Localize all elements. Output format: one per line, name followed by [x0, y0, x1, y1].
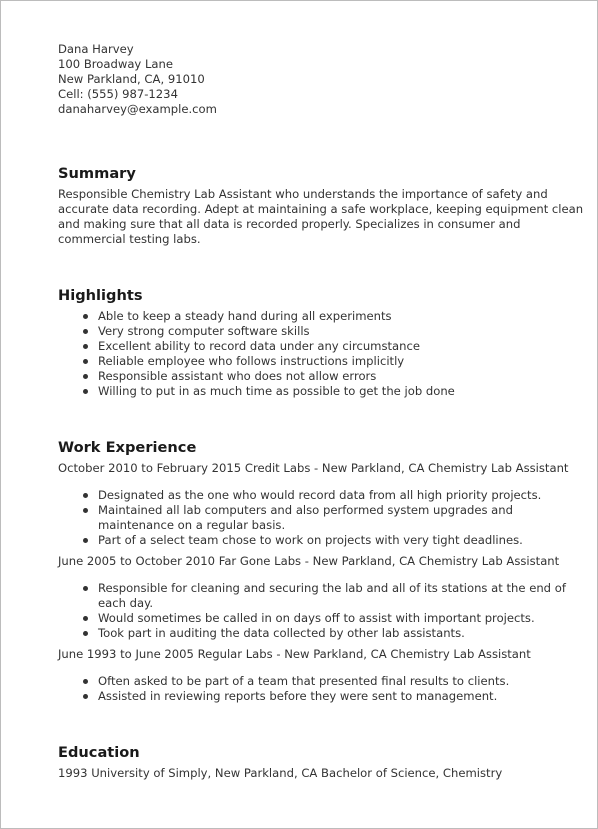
- highlights-section: [58, 287, 588, 399]
- experience-title: Work Experience: [58, 439, 197, 456]
- job-bullets: [58, 488, 588, 548]
- job-heading: June 1993 to June 2005 Regular Labs - New Parkland, CA Chemistry Lab Assistant: [58, 647, 531, 661]
- highlight-item: Reliable employee who follows instructions implicitly: [58, 354, 588, 369]
- highlight-item: Excellent ability to record data under any circumstance: [58, 339, 588, 354]
- job-entry: [58, 461, 588, 548]
- contact-street: 100 Broadway Lane: [58, 57, 174, 71]
- job-heading: June 2005 to October 2010 Far Gone Labs - New Parkland, CA Chemistry Lab Assistant: [58, 554, 560, 568]
- job-bullet: Responsible for cleaning and securing the lab and all of its stations at the end of each day.: [58, 581, 588, 611]
- experience-section: [58, 439, 588, 704]
- job-bullet: Often asked to be part of a team that presented final results to clients.: [58, 674, 588, 689]
- job-bullets: [58, 674, 588, 704]
- resume-content: [58, 42, 588, 781]
- highlight-item: Very strong computer software skills: [58, 324, 588, 339]
- job-bullet: Assisted in reviewing reports before they were sent to management.: [58, 689, 588, 704]
- highlight-item: Responsible assistant who does not allow errors: [58, 369, 588, 384]
- job-bullet: Took part in auditing the data collected by other lab assistants.: [58, 626, 588, 641]
- job-bullet: Maintained all lab computers and also performed system upgrades and maintenance on a regular basis.: [58, 503, 588, 533]
- job-bullet: Designated as the one who would record data from all high priority projects.: [58, 488, 588, 503]
- education-section: [58, 744, 588, 781]
- job-bullets: [58, 581, 588, 641]
- contact-name: Dana Harvey: [58, 42, 134, 56]
- contact-block: [58, 42, 588, 117]
- contact-email: danaharvey@example.com: [58, 102, 217, 116]
- job-heading: October 2010 to February 2015 Credit Labs - New Parkland, CA Chemistry Lab Assistant: [58, 461, 569, 475]
- highlight-item: Able to keep a steady hand during all experiments: [58, 309, 588, 324]
- education-text: 1993 University of Simply, New Parkland, CA Bachelor of Science, Chemistry: [58, 766, 503, 780]
- job-bullet: Part of a select team chose to work on projects with very tight deadlines.: [58, 533, 588, 548]
- contact-city: New Parkland, CA, 91010: [58, 72, 205, 86]
- summary-text: Responsible Chemistry Lab Assistant who understands the importance of safety and accurate data recording. Adept at maintaining a safe workplace, keeping equipment clean and making sure that all data is recorded properly. Specializes in consumer and commercial testing labs.: [58, 187, 584, 246]
- highlights-list: [58, 309, 588, 399]
- summary-section: [58, 165, 588, 247]
- highlight-item: Willing to put in as much time as possible to get the job done: [58, 384, 588, 399]
- highlights-title: Highlights: [58, 287, 143, 304]
- education-title: Education: [58, 744, 140, 761]
- summary-title: Summary: [58, 165, 136, 182]
- job-entry: [58, 647, 588, 704]
- job-entry: [58, 554, 588, 641]
- contact-phone: Cell: (555) 987-1234: [58, 87, 178, 101]
- job-bullet: Would sometimes be called in on days off to assist with important projects.: [58, 611, 588, 626]
